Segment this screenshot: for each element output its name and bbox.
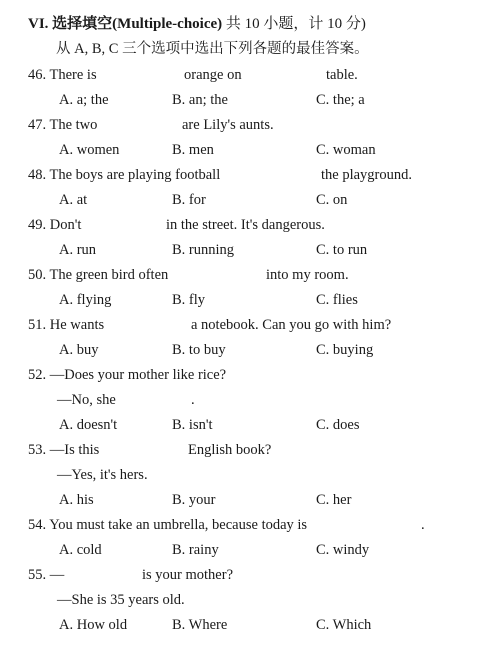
section-title	[28, 15, 366, 33]
question-51-option-a[interactable]: A. buy	[59, 342, 99, 358]
question-55-option-a[interactable]: A. How old	[59, 617, 128, 633]
question-48-stem-a: 48. The boys are playing football	[28, 167, 221, 183]
question-46-stem-a: 46. There is	[28, 67, 97, 83]
question-48-option-a[interactable]: A. at	[59, 192, 88, 208]
question-46-option-c[interactable]: C. the; a	[316, 92, 365, 108]
question-55-stem-b: is your mother?	[142, 567, 234, 583]
question-53-option-a[interactable]: A. his	[59, 492, 94, 508]
question-54-option-b[interactable]: B. rainy	[172, 542, 219, 558]
question-52-reply-b: .	[191, 392, 195, 408]
section-title-bold: VI. 选择填空(Multiple-choice)	[28, 16, 223, 32]
question-49-option-b[interactable]: B. running	[172, 242, 235, 258]
question-47-stem-b: are Lily's aunts.	[182, 117, 274, 133]
question-50-stem-a: 50. The green bird often	[28, 267, 169, 283]
question-53-option-b[interactable]: B. your	[172, 492, 216, 508]
question-51-stem-b: a notebook. Can you go with him?	[191, 317, 392, 333]
question-53-option-c[interactable]: C. her	[316, 492, 352, 508]
question-54-option-a[interactable]: A. cold	[59, 542, 102, 558]
question-52-option-b[interactable]: B. isn't	[172, 417, 213, 433]
question-51-option-c[interactable]: C. buying	[316, 342, 374, 358]
question-47-stem-a: 47. The two	[28, 117, 98, 133]
question-48-option-c[interactable]: C. on	[316, 192, 348, 208]
question-50-option-b[interactable]: B. fly	[172, 292, 206, 308]
question-55-option-c[interactable]: C. Which	[316, 617, 372, 633]
question-51-option-b[interactable]: B. to buy	[172, 342, 226, 358]
question-52-option-a[interactable]: A. doesn't	[59, 417, 118, 433]
question-49-option-a[interactable]: A. run	[59, 242, 97, 258]
question-49-stem-b: in the street. It's dangerous.	[166, 217, 325, 233]
question-49-stem-a: 49. Don't	[28, 217, 82, 233]
question-52-stem: 52. —Does your mother like rice?	[28, 367, 227, 383]
question-48-option-b[interactable]: B. for	[172, 192, 206, 208]
question-52-option-c[interactable]: C. does	[316, 417, 360, 433]
question-49-option-c[interactable]: C. to run	[316, 242, 368, 258]
question-48-stem-b: the playground.	[321, 167, 413, 183]
question-54-stem-a: 54. You must take an umbrella, because today is	[28, 517, 308, 533]
question-50-stem-b: into my room.	[266, 267, 349, 283]
question-55-reply: —She is 35 years old.	[57, 592, 185, 608]
question-50-option-c[interactable]: C. flies	[316, 292, 358, 308]
question-55-option-b[interactable]: B. Where	[172, 617, 228, 633]
question-46-stem-b: orange on	[184, 67, 242, 83]
question-46-option-b[interactable]: B. an; the	[172, 92, 228, 108]
question-53-stem-a: 53. —Is this	[28, 442, 100, 458]
question-46-stem-c: table.	[326, 67, 358, 83]
question-46-option-a[interactable]: A. a; the	[59, 92, 109, 108]
question-51-stem-a: 51. He wants	[28, 317, 105, 333]
section-instruction: 从 A, B, C 三个选项中选出下列各题的最佳答案。	[56, 41, 369, 57]
question-53-stem-b: English book?	[188, 442, 272, 458]
question-47-option-a[interactable]: A. women	[59, 142, 120, 158]
section-title-rest: 共 10 小题，计 10 分)	[222, 16, 366, 32]
question-54-option-c[interactable]: C. windy	[316, 542, 370, 558]
question-54-stem-b: .	[421, 517, 425, 533]
question-47-option-c[interactable]: C. woman	[316, 142, 376, 158]
question-52-reply-a: —No, she	[57, 392, 116, 408]
question-47-option-b[interactable]: B. men	[172, 142, 214, 158]
question-53-reply: —Yes, it's hers.	[57, 467, 148, 483]
question-50-option-a[interactable]: A. flying	[59, 292, 112, 308]
question-55-stem-a: 55. —	[28, 567, 65, 583]
